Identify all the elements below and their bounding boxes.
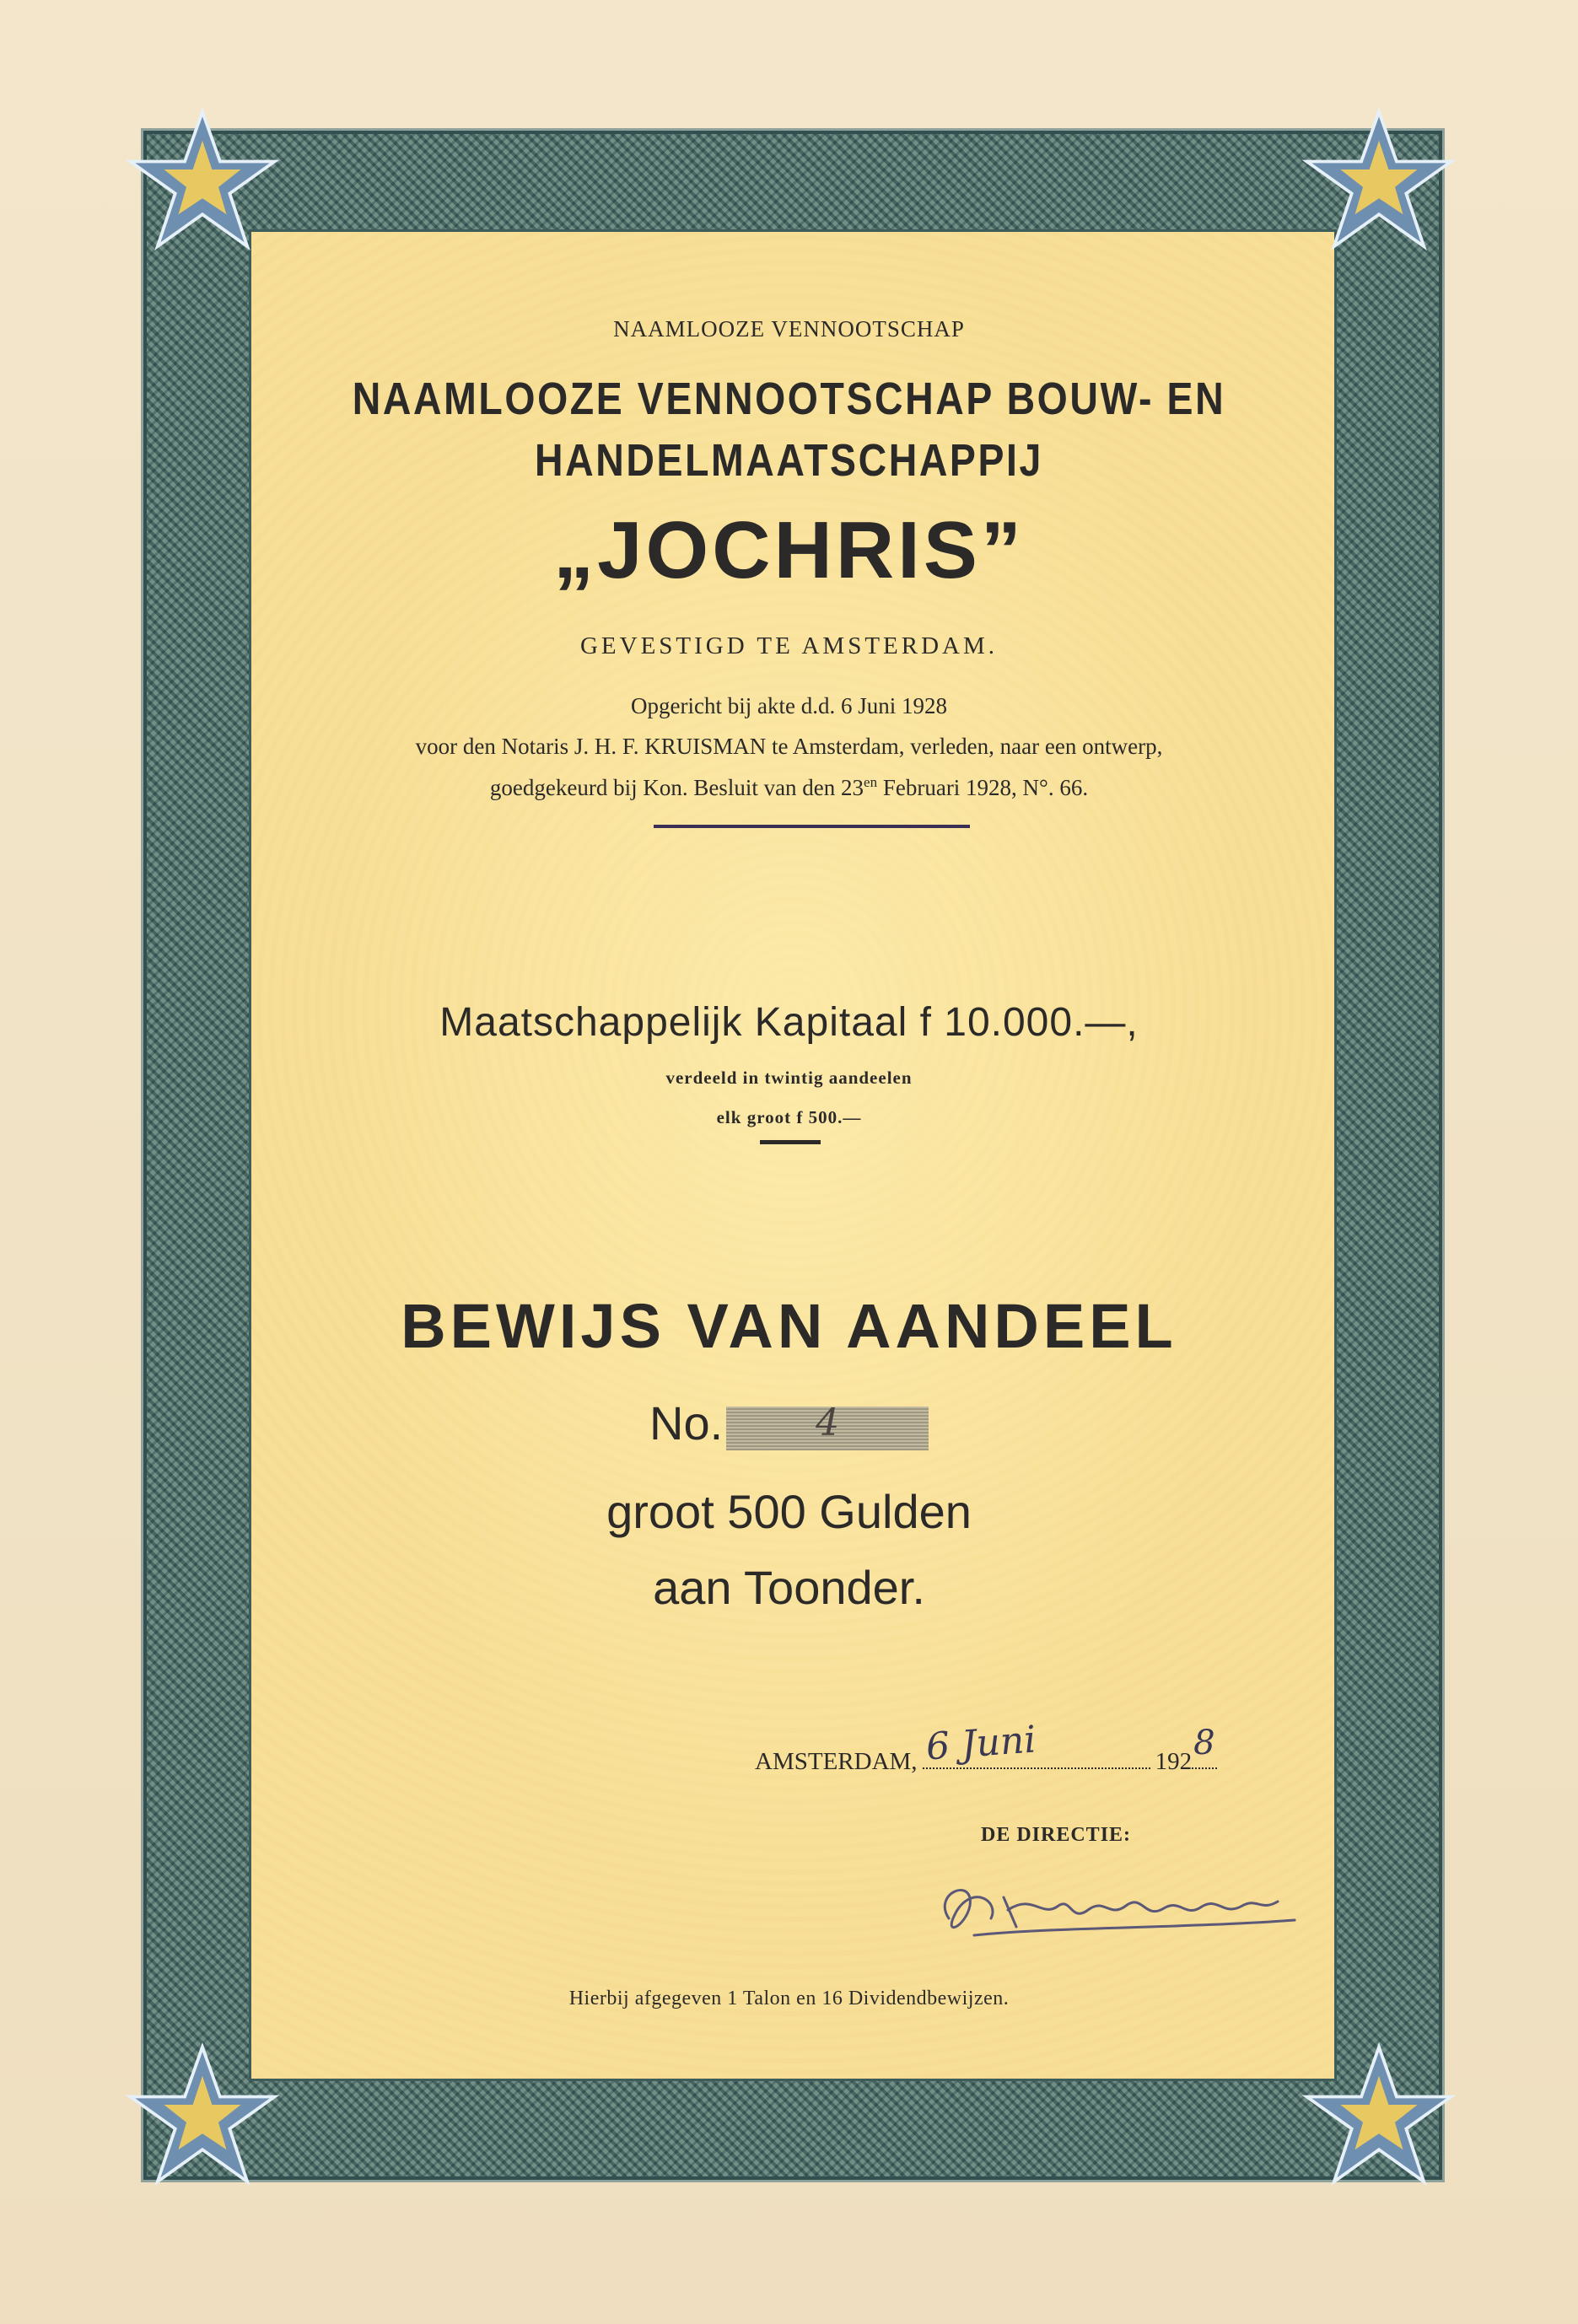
founding-line-3-text: goedgekeurd bij Kon. Besluit van den 23 (489, 775, 864, 800)
short-divider-rule (760, 1140, 821, 1144)
talon-note: Hierbij afgegeven 1 Talon en 16 Dividendbewijzen. (568, 1988, 1010, 2009)
founding-line-3-rest: Februari 1928, N°. 66. (877, 775, 1089, 800)
share-amount: groot 500 Gulden (606, 1485, 972, 1538)
divider-rule (654, 825, 970, 828)
year-prefix: 192 (1155, 1748, 1193, 1775)
share-par-value: elk groot f 500.— (716, 1107, 862, 1127)
directors-label: DE DIRECTIE: (981, 1824, 1132, 1846)
handwritten-year: 8 (1193, 1724, 1215, 1762)
share-number-label: No. (649, 1396, 724, 1450)
certificate-title: BEWIJS VAN AANDEEL (401, 1291, 1177, 1361)
date-field (923, 1718, 1150, 1769)
share-number-field (726, 1401, 929, 1450)
corner-star-ornament-bottom-left (122, 2041, 283, 2201)
corner-star-ornament-top-right (1299, 105, 1459, 266)
company-seat: GEVESTIGD TE AMSTERDAM. (579, 632, 999, 659)
share-division: verdeeld in twintig aandeelen (665, 1068, 913, 1088)
founding-line-3 (0, 774, 1578, 801)
legal-form-heading: NAAMLOOZE VENNOOTSCHAP (613, 316, 965, 342)
handwritten-date: 6 Juni (924, 1718, 1037, 1769)
corner-star-ornament-bottom-right (1299, 2041, 1459, 2201)
corner-star-ornament-top-left (122, 105, 283, 266)
company-name-line-2: HANDELMAATSCHAPPIJ (535, 435, 1043, 486)
share-number-value: 4 (816, 1401, 840, 1444)
place-label: AMSTERDAM, (755, 1748, 918, 1775)
handwritten-signature (924, 1859, 1311, 1952)
share-number-row (649, 1396, 929, 1455)
founding-line-1: Opgericht bij akte d.d. 6 Juni 1928 (631, 693, 947, 718)
founding-line-3-ordinal: en (864, 774, 878, 790)
company-name-line-1: NAAMLOOZE VENNOOTSCHAP BOUW- EN (352, 374, 1226, 424)
authorized-capital: Maatschappelijk Kapitaal f 10.000.—, (439, 1000, 1139, 1045)
founding-line-2: voor den Notaris J. H. F. KRUISMAN te Amsterdam, verleden, naar een ontwerp, (415, 734, 1163, 759)
company-brand-name: „JOCHRIS” (553, 505, 1025, 595)
place-date-line (755, 1718, 1217, 1776)
bearer-clause: aan Toonder. (653, 1561, 925, 1614)
year-field (1192, 1724, 1217, 1769)
